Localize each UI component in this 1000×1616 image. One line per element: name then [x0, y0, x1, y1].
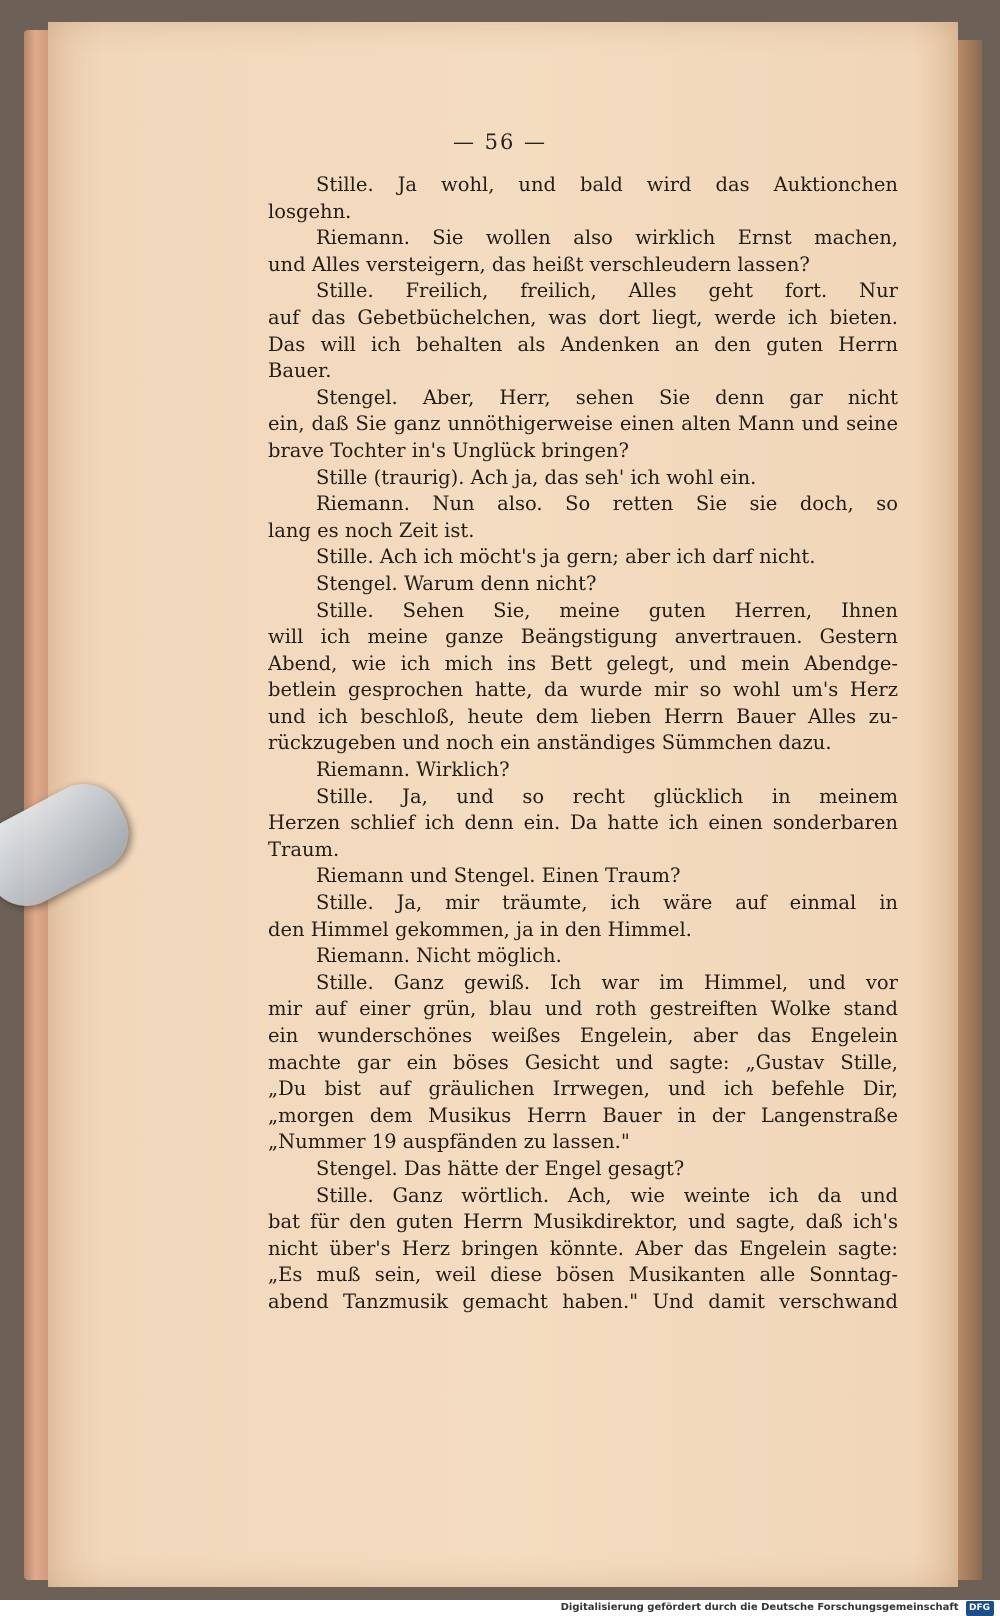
- page-text: [268, 172, 898, 1316]
- text-line: lang es noch Zeit ist.: [268, 518, 475, 542]
- text-line: bat für den guten Herrn Musikdirektor, und sagte, daß ich's: [268, 1210, 898, 1234]
- text-line: und Alles versteigern, das heißt verschleudern lassen?: [268, 252, 810, 276]
- text-line: auf das Gebetbüchelchen, was dort liegt, werde ich bieten.: [268, 305, 898, 329]
- text-line: Stille. Ja, mir träumte, ich wäre auf einmal in: [316, 891, 898, 915]
- page-number: — 56 —: [452, 130, 548, 154]
- book-right-edge: [958, 40, 982, 1580]
- text-line: brave Tochter in's Unglück bringen?: [268, 438, 629, 462]
- text-line: „Nummer 19 auspfänden zu lassen.": [268, 1130, 630, 1154]
- text-line: Riemann und Stengel. Einen Traum?: [316, 864, 681, 888]
- dfg-logo: DFG: [966, 1601, 994, 1616]
- text-line: und ich beschloß, heute dem lieben Herrn Bauer Alles zu-: [268, 704, 898, 728]
- text-line: nicht über's Herz bringen könnte. Aber das Engelein sagte:: [268, 1236, 898, 1260]
- text-line: Stille. Ganz gewiß. Ich war im Himmel, und vor: [316, 970, 898, 994]
- text-line: „Du bist auf gräulichen Irrwegen, und ich befehle Dir,: [268, 1077, 898, 1101]
- text-line: Riemann. Nun also. So retten Sie sie doch, so: [316, 492, 898, 516]
- text-line: losgehn.: [268, 199, 352, 223]
- text-line: ein, daß Sie ganz unnöthigerweise einen alten Mann und seine: [268, 412, 898, 436]
- text-line: rückzugeben und noch ein anständiges Sümmchen dazu.: [268, 731, 832, 755]
- text-line: machte gar ein böses Gesicht und sagte: „Gustav Stille,: [268, 1050, 898, 1074]
- text-line: den Himmel gekommen, ja in den Himmel.: [268, 917, 692, 941]
- footer-credit: Digitalisierung gefördert durch die Deutsche Forschungsgemeinschaft: [560, 1602, 959, 1613]
- text-line: Das will ich behalten als Andenken an den guten Herrn: [268, 332, 898, 356]
- text-line: Riemann. Nicht möglich.: [316, 944, 562, 968]
- text-line: Stille. Freilich, freilich, Alles geht fort. Nur: [316, 279, 898, 303]
- footer-bar: [0, 1600, 1000, 1615]
- text-line: Abend, wie ich mich ins Bett gelegt, und mein Abendge-: [268, 651, 898, 675]
- text-line: Riemann. Wirklich?: [316, 758, 510, 782]
- text-line: Riemann. Sie wollen also wirklich Ernst machen,: [316, 226, 898, 250]
- text-line: Traum.: [268, 837, 340, 861]
- text-line: mir auf einer grün, blau und roth gestreiften Wolke stand: [268, 997, 898, 1021]
- text-line: abend Tanzmusik gemacht haben." Und damit verschwand: [268, 1289, 898, 1313]
- text-line: „Es muß sein, weil diese bösen Musikanten alle Sonntag-: [268, 1263, 898, 1287]
- text-line: Herzen schlief ich denn ein. Da hatte ich einen sonderbaren: [268, 811, 898, 835]
- text-line: Stille. Ganz wörtlich. Ach, wie weinte ich da und: [316, 1183, 898, 1207]
- text-line: Stille. Sehen Sie, meine guten Herren, Ihnen: [316, 598, 898, 622]
- text-line: Bauer.: [268, 359, 332, 383]
- text-line: Stengel. Aber, Herr, sehen Sie denn gar nicht: [316, 385, 898, 409]
- text-line: ein wunderschönes weißes Engelein, aber das Engelein: [268, 1024, 898, 1047]
- text-line: Stille. Ja, und so recht glücklich in meinem: [316, 784, 898, 808]
- text-line: betlein gesprochen hatte, da wurde mir so wohl um's Herz: [268, 678, 898, 702]
- text-line: Stengel. Warum denn nicht?: [316, 571, 597, 595]
- text-line: Stille. Ach ich möcht's ja gern; aber ich darf nicht.: [316, 545, 816, 569]
- text-line: will ich meine ganze Beängstigung anvertrauen. Gestern: [268, 625, 898, 649]
- text-line: „morgen dem Musikus Herrn Bauer in der Langenstraße: [268, 1103, 898, 1127]
- text-line: Stille (traurig). Ach ja, das seh' ich wohl ein.: [316, 465, 757, 489]
- text-line: Stille. Ja wohl, und bald wird das Auktionchen: [316, 173, 898, 196]
- text-line: Stengel. Das hätte der Engel gesagt?: [316, 1156, 685, 1180]
